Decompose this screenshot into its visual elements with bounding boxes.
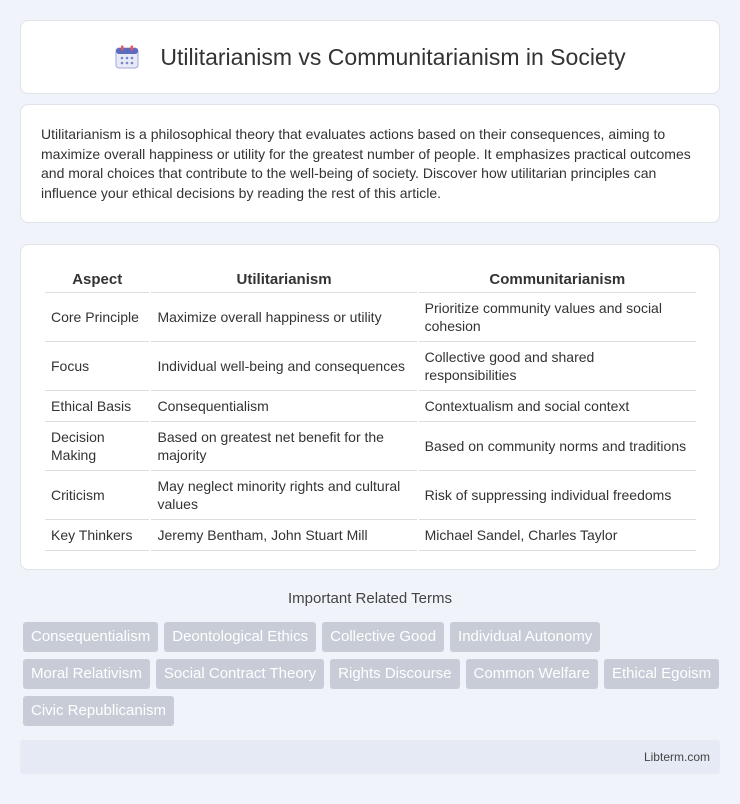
table-row xyxy=(45,342,696,391)
tag-consequentialism[interactable]: Consequentialism xyxy=(23,622,158,652)
table-row xyxy=(45,422,696,471)
cell-utilitarianism: Maximize overall happiness or utility xyxy=(151,293,416,342)
tag-deontological-ethics[interactable]: Deontological Ethics xyxy=(164,622,316,652)
related-terms-list xyxy=(23,622,723,726)
table-row xyxy=(45,471,696,520)
related-terms-title: Important Related Terms xyxy=(288,590,452,607)
tag-moral-relativism[interactable]: Moral Relativism xyxy=(23,659,150,689)
cell-utilitarianism: May neglect minority rights and cultural values xyxy=(151,471,416,520)
cell-communitarianism: Contextualism and social context xyxy=(419,391,696,422)
intro-text: Utilitarianism is a philosophical theory that evaluates actions based on their consequences, aiming to maximize overall happiness or utility for the greatest number of people. It emphasizes practical outcomes and moral choices that contribute to the well-being of society. Discover how utilitarian principles can influence your ethical decisions by reading the rest of this article. xyxy=(41,126,691,201)
header-utilitarianism: Utilitarianism xyxy=(151,265,416,293)
cell-utilitarianism: Jeremy Bentham, John Stuart Mill xyxy=(151,520,416,551)
page-title: Utilitarianism vs Communitarianism in Society xyxy=(160,43,626,70)
cell-utilitarianism: Consequentialism xyxy=(151,391,416,422)
cell-communitarianism: Prioritize community values and social cohesion xyxy=(419,293,696,342)
header-communitarianism: Communitarianism xyxy=(419,265,696,293)
comparison-table xyxy=(43,265,698,551)
cell-utilitarianism: Individual well-being and consequences xyxy=(151,342,416,391)
intro-card xyxy=(20,104,720,223)
calendar-icon xyxy=(114,44,140,70)
tag-civic-republicanism[interactable]: Civic Republicanism xyxy=(23,696,174,726)
cell-communitarianism: Collective good and shared responsibilities xyxy=(419,342,696,391)
tag-ethical-egoism[interactable]: Ethical Egoism xyxy=(604,659,719,689)
footer xyxy=(20,740,720,774)
cell-aspect: Key Thinkers xyxy=(45,520,149,551)
cell-aspect: Criticism xyxy=(45,471,149,520)
tag-common-welfare[interactable]: Common Welfare xyxy=(466,659,598,689)
table-row xyxy=(45,391,696,422)
header-card xyxy=(20,20,720,94)
footer-site-link[interactable]: Libterm.com xyxy=(643,750,710,764)
cell-communitarianism: Based on community norms and traditions xyxy=(419,422,696,471)
tag-social-contract-theory[interactable]: Social Contract Theory xyxy=(156,659,324,689)
cell-aspect: Focus xyxy=(45,342,149,391)
cell-communitarianism: Risk of suppressing individual freedoms xyxy=(419,471,696,520)
cell-aspect: Decision Making xyxy=(45,422,149,471)
table-row xyxy=(45,520,696,551)
tag-rights-discourse[interactable]: Rights Discourse xyxy=(330,659,459,689)
comparison-table-card xyxy=(20,244,720,570)
tag-collective-good[interactable]: Collective Good xyxy=(322,622,444,652)
cell-aspect: Core Principle xyxy=(45,293,149,342)
tag-individual-autonomy[interactable]: Individual Autonomy xyxy=(450,622,600,652)
table-header-row xyxy=(45,265,696,293)
table-row xyxy=(45,293,696,342)
header-aspect: Aspect xyxy=(45,265,149,293)
cell-utilitarianism: Based on greatest net benefit for the majority xyxy=(151,422,416,471)
cell-aspect: Ethical Basis xyxy=(45,391,149,422)
cell-communitarianism: Michael Sandel, Charles Taylor xyxy=(419,520,696,551)
